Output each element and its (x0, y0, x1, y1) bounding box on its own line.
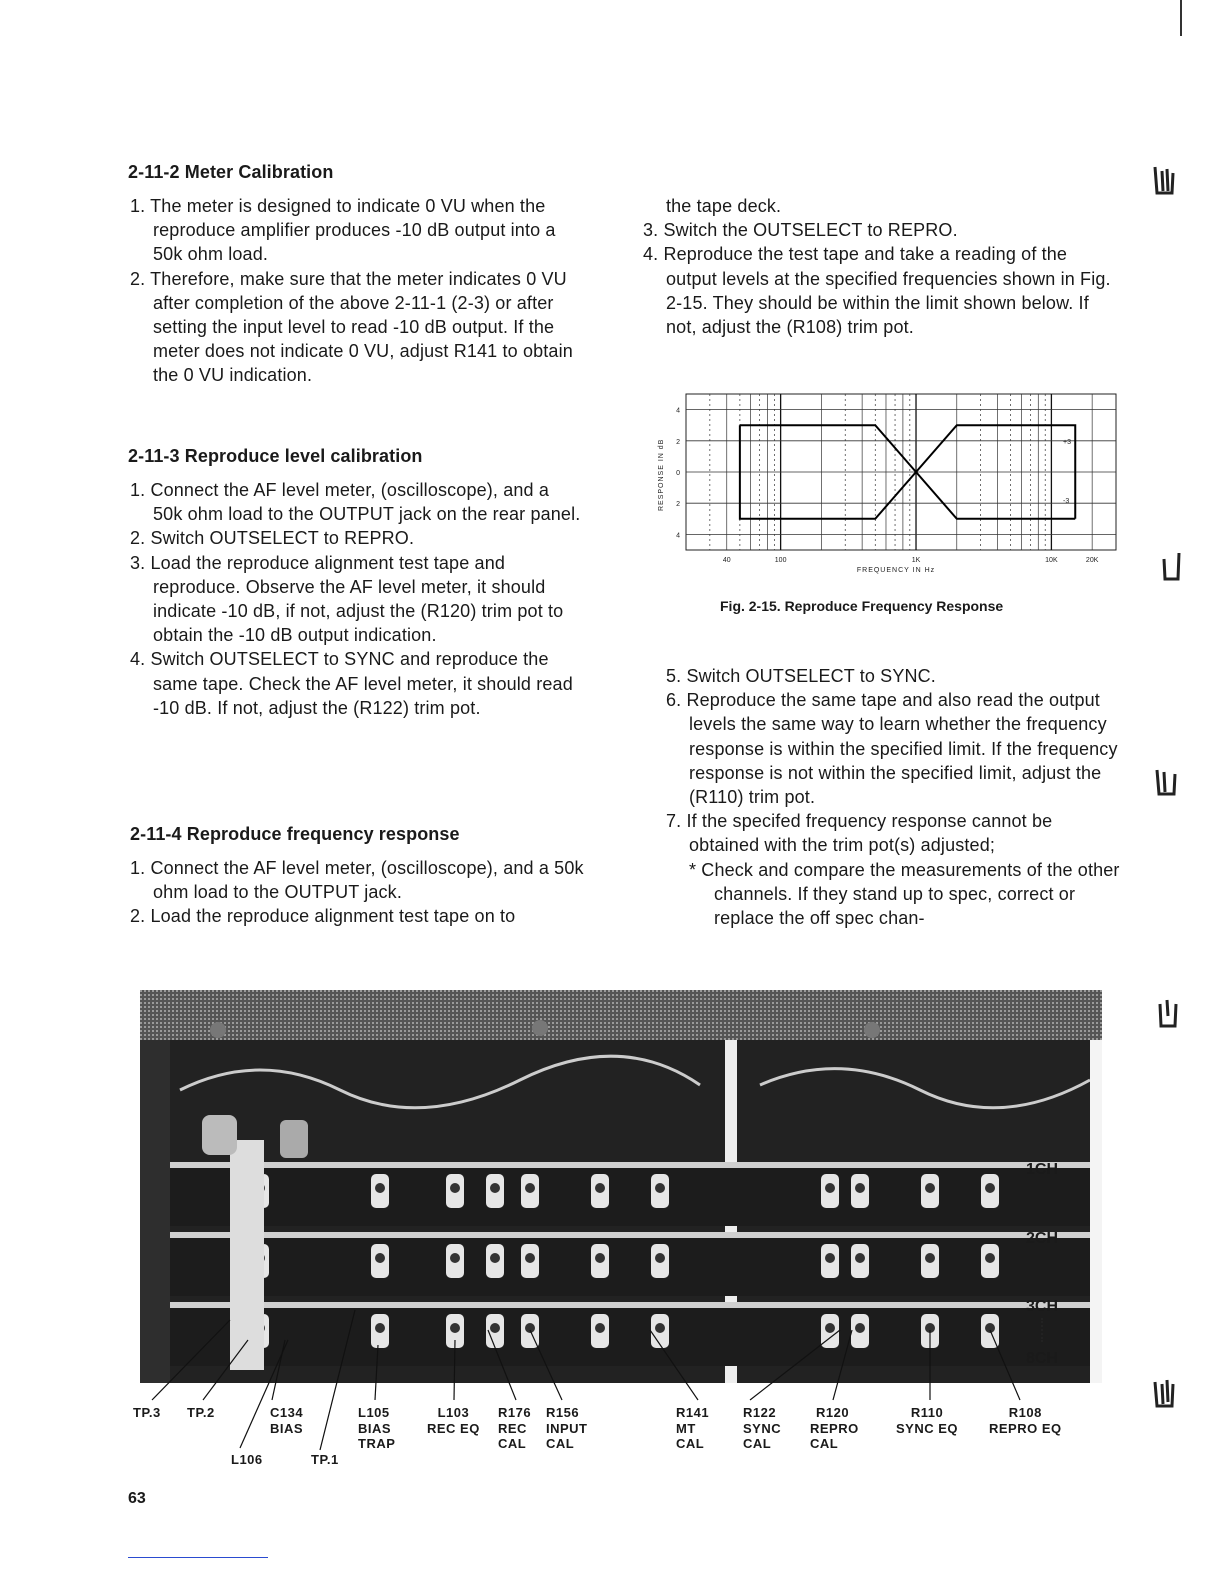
list-item: * Check and compare the measurements of the other channels. If they stand up to spec, correct or replace the off spec chan- (689, 859, 1120, 929)
trim-pot-screw (655, 1183, 665, 1193)
label-line: SYNC (743, 1420, 782, 1436)
label-line: REPRO (810, 1420, 859, 1436)
label-r110 (896, 1405, 958, 1436)
trim-pot-screw (525, 1253, 535, 1263)
label-line: CAL (546, 1436, 575, 1451)
label-r176 (498, 1405, 531, 1452)
binding-edge-mark (1156, 996, 1180, 1030)
trim-pot-screw (855, 1183, 865, 1193)
list-item: 7. If the specifed frequency response cannot be obtained with the trim pot(s) adjusted; (666, 811, 1053, 856)
chart-y-label: RESPONSE IN dB (658, 438, 665, 511)
label-line: L103 (437, 1405, 470, 1420)
figure-caption: Fig. 2-15. Reproduce Frequency Response (720, 598, 1004, 614)
board-edge (140, 1162, 1102, 1168)
chart-grid (686, 394, 1116, 550)
trim-pot-screw (925, 1253, 935, 1263)
trim-pot-screw (855, 1253, 865, 1263)
list-item: 1. Connect the AF level meter, (oscilloscope), and a 50k ohm load to the OUTPUT jack. (130, 858, 584, 903)
label-line: REPRO EQ (989, 1420, 1062, 1436)
page-number: 63 (128, 1490, 146, 1507)
list-item: 3. Switch the OUTSELECT to REPRO. (643, 220, 958, 241)
label-line: SYNC EQ (896, 1420, 959, 1436)
y-tick-label: 0 (676, 470, 680, 477)
label-line: R110 (910, 1405, 944, 1420)
x-tick-label: 40 (722, 557, 731, 564)
list-item: 4. Reproduce the test tape and take a reading of the output levels at the specified frequencies shown in Fig. 2-15. They should be within the limit shown below. If not, adjust the (R108) trim pot. (643, 244, 1111, 338)
footer-rule (128, 1557, 268, 1558)
trim-pot-screw (490, 1253, 500, 1263)
label-line: C134 (270, 1405, 304, 1420)
label-line: R120 (816, 1405, 850, 1420)
trim-pot-screw (375, 1253, 385, 1263)
trim-pot-screw (595, 1253, 605, 1263)
section-title-reproduce-frequency: 2-11-4 Reproduce frequency response (130, 824, 460, 844)
label-r122 (743, 1405, 781, 1452)
list-item: the tape deck. (666, 196, 782, 216)
list-item: 5. Switch OUTSELECT to SYNC. (666, 666, 936, 686)
channel-label-2ch: 2CH (1026, 1230, 1059, 1247)
binding-edge-mark (1160, 549, 1184, 583)
trim-pot-screw (595, 1183, 605, 1193)
scan-edge-line (1180, 0, 1182, 36)
binding-edge-mark (1152, 1376, 1176, 1410)
label-line: L105 (358, 1405, 390, 1420)
list-item: 3. Load the reproduce alignment test tape and reproduce. Observe the AF level meter, it should indicate -10 dB, if not, adjust the (R120) trim pot to obtain the -10 dB output indication. (130, 552, 564, 646)
list-item: 2. Load the reproduce alignment test tape on to (130, 906, 516, 927)
board-edge (140, 1232, 1102, 1238)
reproduce-level-list (130, 478, 582, 720)
trim-pot-screw (825, 1183, 835, 1193)
trim-pot-screw (985, 1253, 995, 1263)
frequency-response-chart (654, 386, 1120, 582)
board (140, 1238, 1102, 1296)
trim-pot-screw (655, 1253, 665, 1263)
label-l103 (427, 1405, 480, 1436)
board (140, 1168, 1102, 1226)
y-tick-label: 4 (676, 532, 680, 540)
label-r120 (810, 1405, 859, 1452)
label-line: CAL (810, 1436, 839, 1451)
binding-edge-mark (1154, 764, 1178, 798)
list-item: 4. Switch OUTSELECT to SYNC and reproduce the same tape. Check the AF level meter, it should read -10 dB. If not, adjust the (R122) trim pot. (130, 649, 573, 718)
label-l106: L106 (231, 1452, 263, 1467)
upper-limit-label: +3 (1063, 439, 1071, 446)
label-tp1: TP.1 (311, 1452, 339, 1467)
trim-pot-screw (925, 1183, 935, 1193)
reproduce-frequency-list-right-top (643, 194, 1119, 339)
y-tick-label: 2 (676, 501, 680, 509)
trim-pot-screw (985, 1183, 995, 1193)
label-line: BIAS (358, 1420, 392, 1436)
list-item: 2. Switch OUTSELECT to REPRO. (130, 528, 415, 549)
label-line: R122 (743, 1405, 777, 1420)
list-item: 1. Connect the AF level meter, (oscilloscope), and a 50k ohm load to the OUTPUT jack on the rear panel. (130, 480, 581, 525)
trim-pot-screw (450, 1253, 460, 1263)
channel-label-3ch: 3CH (1026, 1298, 1059, 1315)
label-line: CAL (743, 1436, 772, 1451)
label-tp2: TP.2 (187, 1405, 215, 1420)
chart-x-label: FREQUENCY IN Hz (856, 567, 936, 574)
trim-pot-screw (825, 1253, 835, 1263)
trim-pot-screw (375, 1183, 385, 1193)
channel-label-8ch: 8CH (1026, 1350, 1059, 1367)
x-tick-label: 20K (1085, 557, 1099, 564)
chart-y-ticks (676, 408, 680, 540)
trim-pot-screw (450, 1183, 460, 1193)
lower-limit-label: -3 (1063, 498, 1070, 505)
meter-calibration-list (130, 194, 582, 388)
section-title-meter-calibration: 2-11-2 Meter Calibration (128, 162, 334, 182)
label-line: R176 (498, 1405, 532, 1420)
list-item: 1. The meter is designed to indicate 0 VU when the reproduce amplifier produces -10 dB output into a 50k ohm load. (130, 196, 556, 265)
label-line: CAL (676, 1436, 705, 1451)
label-line: R108 (1008, 1405, 1042, 1420)
label-line: INPUT (546, 1420, 588, 1436)
y-tick-label: 4 (676, 407, 680, 415)
trim-pot-screw (525, 1183, 535, 1193)
section-title-reproduce-level: 2-11-3 Reproduce level calibration (128, 446, 423, 466)
label-tp3: TP.3 (133, 1405, 161, 1420)
label-line: REC EQ (427, 1420, 480, 1436)
list-item: 2. Therefore, make sure that the meter indicates 0 VU after completion of the above 2-11-1 (2-3) or after setting the input level to read -10 dB output. If the meter does not indicate 0 VU, adjust R141 to obtain the 0 VU indication. (130, 268, 573, 386)
label-r141 (676, 1405, 709, 1452)
label-r108 (989, 1405, 1062, 1436)
label-line: BIAS (270, 1420, 304, 1436)
label-line: R156 (546, 1405, 580, 1420)
x-tick-label: 1K (911, 557, 921, 564)
trim-pot-screw (490, 1183, 500, 1193)
x-tick-label: 10K (1045, 557, 1058, 564)
label-line: REC (498, 1420, 527, 1436)
label-l105 (358, 1405, 395, 1452)
label-line: R141 (676, 1405, 710, 1420)
channel-label-1ch: 1CH (1026, 1161, 1059, 1178)
label-line: MT (676, 1420, 696, 1436)
binding-edge-mark (1152, 163, 1176, 197)
chart-x-ticks (723, 557, 1099, 564)
label-line: CAL (498, 1436, 527, 1451)
label-r156 (546, 1405, 588, 1452)
label-c134 (270, 1405, 303, 1436)
reproduce-frequency-list-left (130, 856, 586, 929)
y-tick-label: 2 (676, 438, 680, 446)
x-tick-label: 100 (774, 557, 787, 564)
label-line: TRAP (358, 1436, 396, 1451)
reproduce-frequency-list-right-bottom (666, 664, 1120, 930)
photo-leader-lines (130, 1300, 1090, 1470)
list-item: 6. Reproduce the same tape and also read the output levels the same way to learn whether the frequency response is within the specified limit. If the frequency response is not within the specified limit, adjust the (R110) trim pot. (666, 690, 1118, 808)
